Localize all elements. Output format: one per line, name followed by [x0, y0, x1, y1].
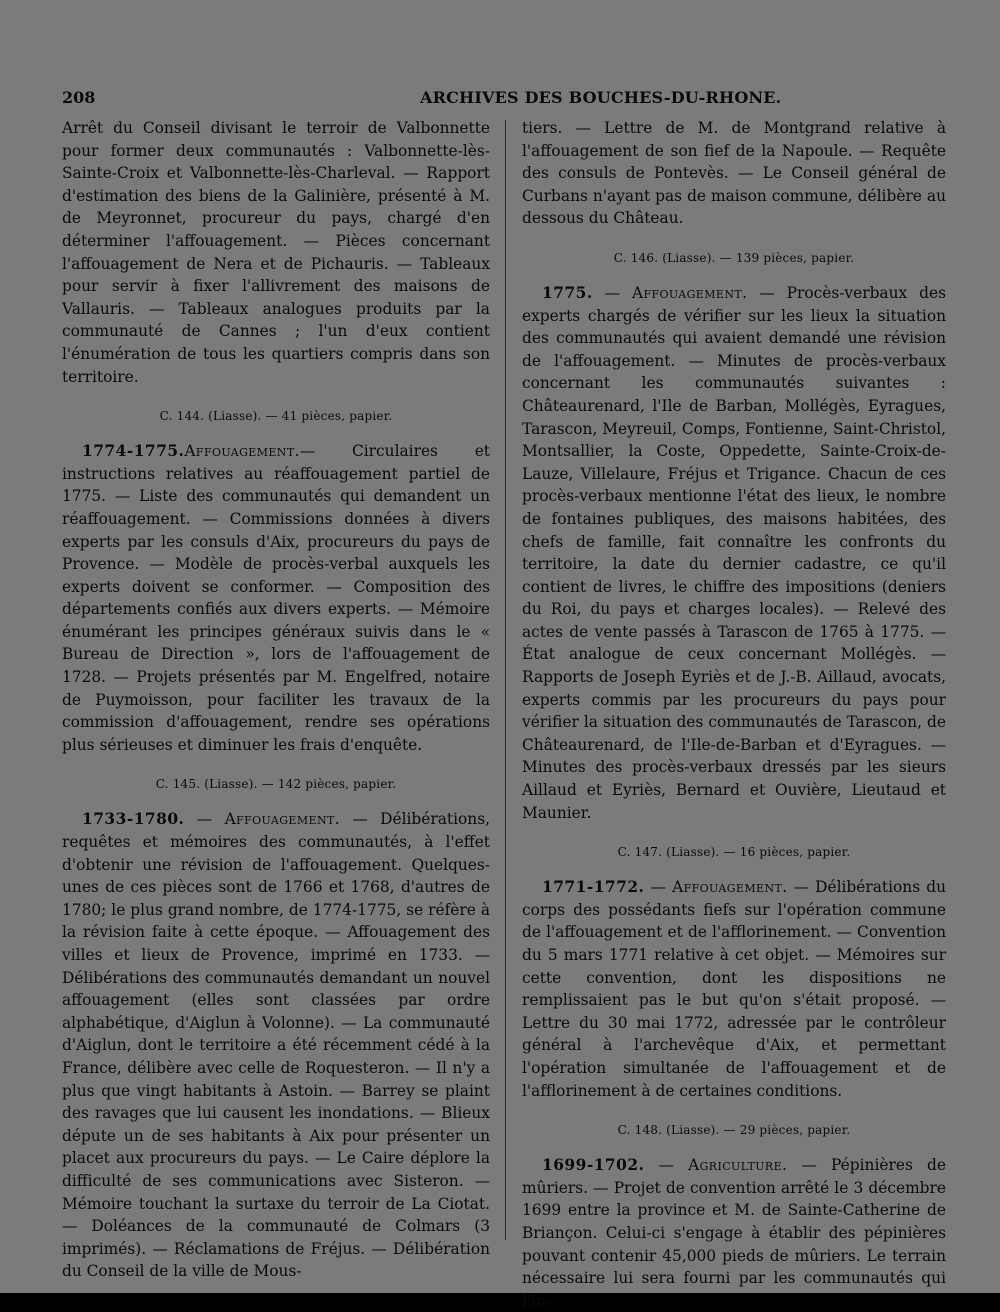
entry-heading: Affouagement.	[631, 283, 748, 302]
archive-reference: C. 148. (Liasse). — 29 pièces, papier.	[617, 1123, 851, 1138]
page-header	[62, 88, 952, 112]
left-column	[62, 117, 490, 1283]
inventory-entry	[62, 440, 490, 756]
page-number: 208	[62, 88, 96, 107]
entry-dash: —	[196, 810, 213, 829]
entry-date: 1771-1772.	[542, 878, 645, 897]
inventory-entry	[62, 808, 490, 1282]
continuation-text: tiers. — Lettre de M. de Montgrand relative à l'affouagement de son fief de la Napoule. — Requête des consuls de Pontevès. — Le Conseil général de Curbans n'ayant pas de maison commune, délibère au dessous du Château.	[522, 119, 946, 228]
archive-reference: C. 146. (Liasse). — 139 pièces, papier.	[613, 250, 855, 265]
entry-date: 1775.	[542, 283, 593, 302]
entry-text: — Procès-verbaux des experts chargés de vérifier sur les lieux la situation des communautés qui avaient demandé une révision de l'affouagement. — Minutes de procès-verbaux concernant les communautés suivantes : Châteaurenard, l'Ile de Barban, Mollégès, Eyragues, Tarascon, Meyreuil, Comps, Fontienne, Saint-Christol, Montsallier, la Coste, Oppedette, Sainte-Croix-de-Lauze, Villelaure, Fréjus et Trigance. Chacun de ces procès-verbaux mentionne l'état des lieux, le nombre de fontaines publiques, des maisons habitées, des chefs de famille, fait connaître les confronts du territoire, la date du dernier cadastre, ce qu'il contient de livres, le chiffre des impositions (deniers du Roi, du pays et charges locales). — Relevé des actes de vente passés à Tarascon de 1765 à 1775. — État analogue de ceux concernant Mollégès. — Rapports de Joseph Eyriès et de J.-B. Aillaud, avocats, experts commis par les procureurs du pays pour vérifier la situation des communautés de Tarascon, de Châteaurenard, de l'Ile-de-Barban et d'Eyragues. — Minutes des procès-verbaux dressés par les sieurs Aillaud et Eyriès, Bernard et Ouvière, Lieutaud et Maunier.	[522, 283, 947, 822]
entry-date: 1774-1775.	[82, 442, 185, 461]
entry-text: — Pépinières de mûriers. — Projet de convention arrêté le 3 décembre 1699 entre la province et M. de Sainte-Catherine de Briançon. Celui-ci s'engage à établir des pépinières pouvant contenir 45,000 pieds de mûriers. Le terrain nécessaire lui sera fourni par les communautés qui l'in-	[522, 1156, 946, 1310]
entry-text: — Délibérations du corps des possédants fiefs sur l'opération commune de l'affouagement et de l'afflorinement. — Convention du 5 mars 1771 relative à cet objet. — Mémoires sur cette convention, dont les dispositions ne remplissaient pas le but qu'on s'était proposé. — Lettre du 30 mai 1772, adressée par le contrôleur général à l'archevêque d'Aix, et permettant l'opération simultanée de l'affouagement et de l'afflorinement à de certaines conditions.	[522, 878, 946, 1100]
column-divider	[505, 120, 506, 1240]
inventory-entry: 1699-1702. — Agriculture. — Pépinières de mûriers. — Projet de convention arrêté le 3 décembre 1699 entre la province et M. de Sainte-Catherine de Briançon. Celui-ci s'engage à établir des pépinières pouvant contenir 45,000 pieds de mûriers. Le terrain nécessaire lui sera fourni par les communautés qui l'in-	[522, 1156, 946, 1310]
inventory-entry: 1775. — Affouagement. — Procès-verbaux des experts chargés de vérifier sur les lieux la situation des communautés qui avaient demandé une révision de l'affouagement. — Minutes de procès-verbaux concernant les communautés suivantes : Châteaurenard, l'Ile de Barban, Mollégès, Eyragues, Tarascon, Meyreuil, Comps, Fontienne, Saint-Christol, Montsallier, la Coste, Oppedette, Sainte-Croix-de-Lauze, Villelaure, Fréjus et Trigance. Chacun de ces procès-verbaux mentionne l'état des lieux, le nombre de fontaines publiques, des maisons habitées, des chefs de famille, fait connaître les confronts du territoire, la date du dernier cadastre, ce qu'il contient de livres, le chiffre des impositions (deniers du Roi, du pays et charges locales). — Relevé des actes de vente passés à Tarascon de 1765 à 1775. — État analogue de ceux concernant Mollégès. — Rapports de Joseph Eyriès et de J.-B. Aillaud, avocats, experts commis par les procureurs du pays pour vérifier la situation des communautés de Tarascon, de Châteaurenard, de l'Ile-de-Barban et d'Eyragues. — Minutes des procès-verbaux dressés par les sieurs Aillaud et Eyriès, Bernard et Ouvière, Lieutaud et Maunier.	[522, 283, 947, 822]
entry-heading: Affouagement.	[672, 878, 788, 897]
right-column	[522, 117, 946, 1312]
entry-heading: Affouagement.	[224, 810, 340, 829]
inventory-entry: 1771-1772. — Affouagement. — Délibérations du corps des possédants fiefs sur l'opération commune de l'affouagement et de l'afflorinement. — Convention du 5 mars 1771 relative à cet objet. — Mémoires sur cette convention, dont les dispositions ne remplissaient pas le but qu'on s'était proposé. — Lettre du 30 mai 1772, adressée par le contrôleur général à l'archevêque d'Aix, et permettant l'opération simultanée de l'affouagement et de l'afflorinement à de certaines conditions.	[522, 878, 946, 1100]
archive-reference: C. 147. (Liasse). — 16 pièces, papier.	[617, 845, 851, 860]
archive-reference: C. 145. (Liasse). — 142 pièces, papier.	[155, 777, 397, 792]
entry-text: — Délibérations, requêtes et mémoires des communautés, à l'effet d'obtenir une révision de l'affouagement. Quelques-unes de ces pièces sont de 1766 et 1768, d'autres de 1780; le plus grand nombre, de 1774-1775, se réfère à la révision faite à cette époque. — Affouagement des villes et lieux de Provence, imprimé en 1733. — Délibérations des communautés demandant un nouvel affouagement (elles sont classées par ordre alphabétique, d'Aiglun à Volonne). — La communauté d'Aiglun, dont le territoire a été récemment cédé à la France, délibère avec celle de Roquesteron. — Il n'y a plus que vingt habitants à Astoin. — Barrey se plaint des ravages que lui causent les inondations. — Blieux députe un de ses habitants à Aix pour présenter un placet aux procureurs du pays. — Le Caire déplore la difficulté de ses communications avec Sisteron. — Mémoire touchant la surtaxe du terroir de La Ciotat. — Doléances de la communauté de Colmars (3 imprimés). — Réclamations de Fréjus. — Délibération du Conseil de la ville de Mous-	[62, 810, 490, 1281]
archive-reference: C. 144. (Liasse). — 41 pièces, papier.	[159, 409, 393, 424]
entry-date: 1733-1780.	[82, 810, 185, 829]
entry-date: 1699-1702.	[542, 1156, 645, 1175]
continuation-text: Arrêt du Conseil divisant le terroir de Valbonnette pour former deux communautés : Valbonnette-lès-Sainte-Croix et Valbonnette-lès-Charleval. — Rapport d'estimation des biens de la Galinière, présenté à M. de Meyronnet, procureur du pays, chargé d'en déterminer l'affouagement. — Pièces concernant l'affouagement de Nera et de Pichauris. — Tableaux pour servir à fixer l'allivrement des maisons de Vallauris. — Tableaux analogues produits par la communauté de Cannes ; l'un d'eux contient l'énumération de tous les quartiers compris dans son territoire.	[62, 119, 490, 386]
running-title: ARCHIVES DES BOUCHES-DU-RHONE.	[420, 88, 782, 107]
entry-heading: Agriculture.	[688, 1156, 788, 1175]
entry-text: — Circulaires et instructions relatives au réaffouagement partiel de 1775. — Liste des communautés qui demandent un réaffouagement. — Commissions données à divers experts par les consuls d'Aix, procureurs du pays de Provence. — Modèle de procès-verbal auxquels les experts doivent se conformer. — Composition des départements confiés aux divers experts. — Mémoire énumérant les principes généraux suivis dans le « Bureau de Direction », lors de l'affouagement de 1728. — Projets présentés par M. Engelfred, notaire de Puymoisson, pour faciliter les travaux de la commission d'affouagement, rendre ses opérations plus sérieuses et diminuer les frais d'enquête.	[62, 442, 490, 754]
entry-heading: Affouagement.	[184, 442, 300, 461]
